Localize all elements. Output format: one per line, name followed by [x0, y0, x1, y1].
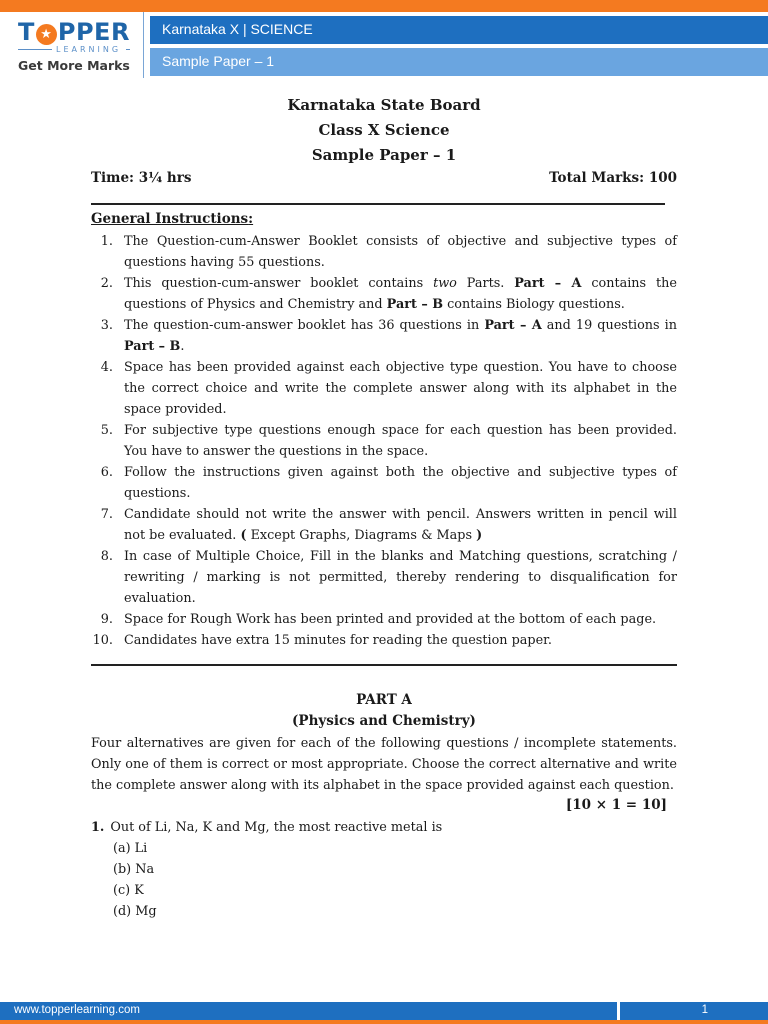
- list-item: [91, 609, 677, 630]
- marks-scheme: [10 × 1 = 10]: [565, 797, 667, 813]
- logo-rule-right: [126, 49, 130, 50]
- question-text: Out of Li, Na, K and Mg, the most reactive metal is: [110, 820, 443, 835]
- header-paper-label: Sample Paper – 1: [162, 53, 275, 69]
- divider-rule: [91, 664, 677, 666]
- item-text: Space has been provided against each objective type question. You have to choose the correct choice and write the complete answer along with its alphabet in the space provided.: [124, 360, 677, 417]
- list-item: [91, 231, 677, 273]
- logo-star-icon: ★: [36, 24, 57, 45]
- item-text: For subjective type questions enough space for each question has been provided. You have to answer the questions in the space.: [124, 423, 677, 459]
- item-number: 2.: [100, 276, 113, 291]
- list-item: [91, 420, 677, 462]
- header-board-subject: Karnataka X | SCIENCE: [162, 21, 313, 37]
- footer-page-band: [620, 1002, 768, 1020]
- question-number: 1.: [91, 820, 105, 835]
- item-number: 9.: [100, 612, 113, 627]
- item-number: 1.: [100, 234, 113, 249]
- question-1: [91, 817, 442, 838]
- option-c: (c) K: [113, 883, 144, 898]
- list-item: 7. Candidate should not write the answer with pencil. Answers written in pencil will not be evaluated. ( Except Graphs, Diagrams & Maps ): [91, 504, 677, 546]
- doc-title-class: Class X Science: [318, 121, 450, 139]
- list-item: 3. The question-cum-answer booklet has 36 questions in Part – A and 19 questions in Part – B.: [91, 315, 677, 357]
- list-item: [91, 357, 677, 420]
- list-item: [91, 630, 677, 651]
- header-divider: [143, 12, 144, 78]
- header-subject-band: [150, 16, 768, 44]
- footer-bottom-stripe: [0, 1020, 768, 1024]
- item-number: 4.: [100, 360, 113, 375]
- item-text: Follow the instructions given against both the objective and subjective types of questions.: [124, 465, 677, 501]
- question-1-options: [113, 838, 157, 922]
- footer-url-band: [0, 1002, 617, 1020]
- general-instructions-heading: General Instructions:: [91, 211, 254, 227]
- item-number: 6.: [100, 465, 113, 480]
- header-top-stripe: [0, 0, 768, 12]
- header-paper-band: [150, 48, 768, 76]
- list-item: 2. This question-cum-answer booklet contains two Parts. Part – A contains the questions of Physics and Chemistry and Part – B contains Biology questions.: [91, 273, 677, 315]
- logo-subtitle: LEARNING: [56, 45, 122, 54]
- time-allowed: Time: 3¼ hrs: [91, 170, 192, 186]
- page-number: 1: [701, 1004, 708, 1016]
- logo-tagline: Get More Marks: [18, 58, 130, 73]
- doc-title-board: Karnataka State Board: [287, 96, 481, 114]
- option-a: (a) Li: [113, 841, 148, 856]
- option-d: (d) Mg: [113, 904, 157, 919]
- item-number: 10.: [92, 633, 113, 648]
- page-footer: [0, 1002, 768, 1020]
- logo-wordmark: T ★ PPER: [18, 18, 130, 46]
- item-number: 8.: [100, 549, 113, 564]
- item-text: In case of Multiple Choice, Fill in the blanks and Matching questions, scratching / rewriting / marking is not permitted, thereby rendering to disqualification for evaluation.: [124, 549, 677, 606]
- list-item: [91, 462, 677, 504]
- part-a-subtitle: (Physics and Chemistry): [292, 713, 476, 729]
- item-text: The Question-cum-Answer Booklet consists of objective and subjective types of questions having 55 questions.: [124, 234, 677, 270]
- part-a-title: PART A: [356, 692, 412, 708]
- doc-title-paper: Sample Paper – 1: [311, 146, 457, 164]
- footer-website-link[interactable]: www.topperlearning.com: [14, 1004, 140, 1016]
- item-number: 7.: [100, 507, 113, 522]
- item-number: 5.: [100, 423, 113, 438]
- divider-rule: [91, 203, 665, 205]
- topper-learning-logo[interactable]: [18, 18, 130, 78]
- option-b: (b) Na: [113, 862, 155, 877]
- logo-rule-left: [18, 49, 52, 50]
- part-a-instructions: Four alternatives are given for each of the following questions / incomplete statements. Only one of them is correct or most appropriate. Choose the correct alternative and write the complete answer along with its alphabet in the space provided against each question.: [91, 736, 677, 793]
- item-text: Candidates have extra 15 minutes for reading the question paper.: [124, 633, 552, 648]
- item-text: Space for Rough Work has been printed and provided at the bottom of each page.: [124, 612, 657, 627]
- list-item: [91, 546, 677, 609]
- instructions-list: [91, 231, 677, 651]
- total-marks: Total Marks: 100: [549, 170, 677, 186]
- item-number: 3.: [100, 318, 113, 333]
